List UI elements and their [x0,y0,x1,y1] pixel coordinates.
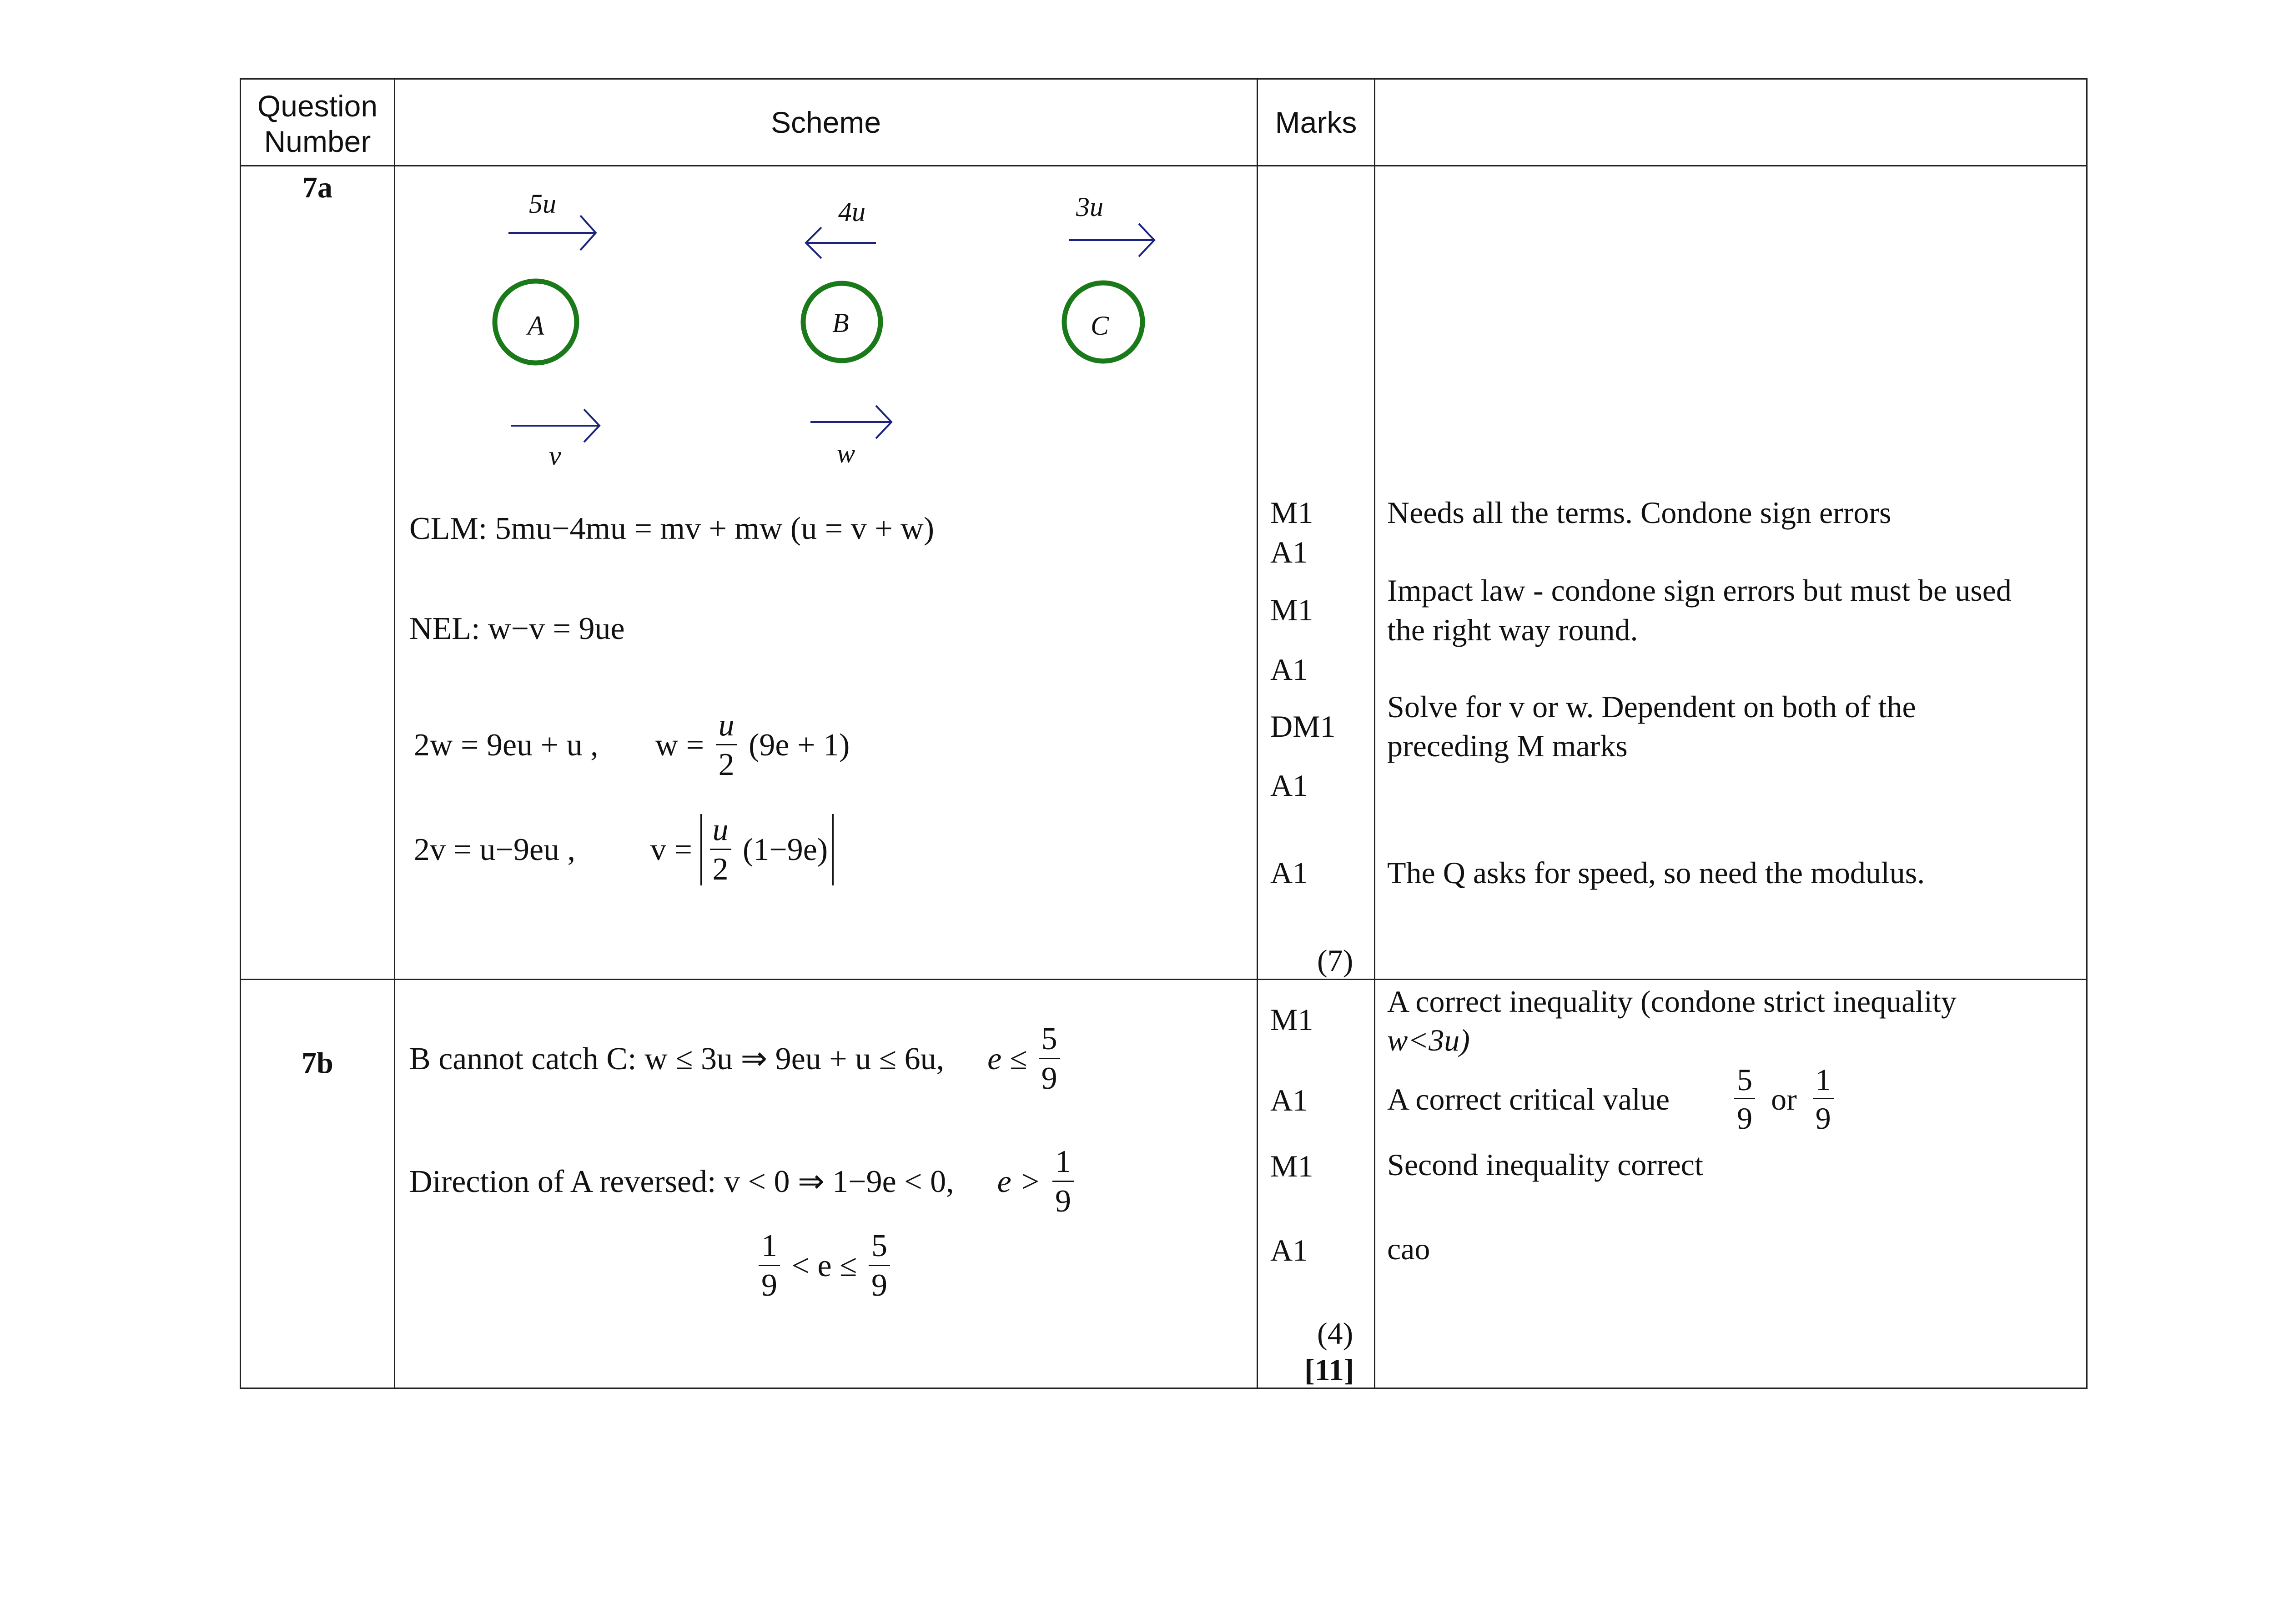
subtotal-7b: (4) [1317,1316,1353,1351]
header-question-line1: Question [257,89,378,123]
label-3u: 3u [1076,192,1103,222]
w-equation-fraction [716,709,737,781]
v-frac-num: u [712,812,729,847]
mark-7a-1: M1 [1270,495,1313,530]
final-inequality-mid: < e ≤ [791,1248,857,1283]
mark-7b-1: M1 [1270,1002,1313,1037]
col-divider-scheme [1257,78,1258,1389]
note-or: or [1771,1081,1797,1116]
arrow-b-after [810,406,891,438]
note-7b-1b: w<3u) [1387,1023,1470,1057]
mark-7b-2: A1 [1270,1083,1308,1117]
note-7a-3b: preceding M marks [1387,729,1628,763]
note-den-1: 9 [1734,1098,1755,1134]
mark-7a-3: M1 [1270,593,1313,627]
mark-7b-3: M1 [1270,1149,1313,1183]
mark-7a-5: DM1 [1270,709,1336,744]
note-fraction-2 [1813,1064,1834,1134]
arrow-a-before [508,216,596,250]
final-fraction-1 [759,1230,780,1302]
w-equation-lhs: w = [655,727,704,763]
note-7b-2 [1387,1064,1837,1134]
v-equation-fraction [710,814,731,885]
v-equation [414,814,834,885]
note-fraction-1 [1734,1064,1755,1134]
v-equation-left: 2v = u−9eu , [414,832,576,867]
note-num-2: 1 [1815,1062,1831,1097]
clm-equation: CLM: 5mu−4mu = mv + mw (u = v + w) [409,511,935,546]
mark-7a-7: A1 [1270,855,1308,890]
question-number-7a: 7a [302,171,332,204]
mark-7a-4: A1 [1270,652,1308,687]
mark-7a-2: A1 [1270,535,1308,569]
mark-7b-4: A1 [1270,1233,1308,1267]
col-divider-marks [1374,78,1375,1389]
final-den-2: 9 [869,1265,890,1302]
label-ball-a: A [528,311,544,341]
note-7a-4: The Q asks for speed, so need the modulus. [1387,855,1925,890]
final-num-2: 5 [871,1228,887,1263]
ineq2-num: 1 [1055,1144,1071,1179]
final-fraction-2 [869,1230,890,1302]
question-number-7b: 7b [302,1046,333,1080]
arrow-c-before [1069,224,1154,256]
label-w: w [837,438,855,468]
ineq2-den: 9 [1052,1181,1074,1217]
table-top-border [240,78,2088,80]
note-7a-3: Solve for v or w. Dependent on both of the [1387,689,1916,724]
header-question-number [241,88,394,159]
note-7a-2b: the right way round. [1387,613,1638,647]
inequality-2-fraction [1052,1146,1074,1217]
label-4u: 4u [838,197,865,227]
mark-7a-6: A1 [1270,768,1308,803]
v-equation-rest: (1−9e) [743,832,828,867]
header-scheme: Scheme [770,106,881,139]
row-divider [240,979,2088,980]
note-7b-2-text: A correct critical value [1387,1081,1670,1116]
w-equation [414,709,850,781]
label-v: v [549,441,561,471]
inequality-line-1 [409,1023,1064,1095]
label-ball-b: B [832,308,849,338]
label-5u: 5u [529,189,556,219]
nel-equation: NEL: w−v = 9ue [409,611,625,646]
ineq1-num: 5 [1041,1021,1057,1056]
inequality-1-text: B cannot catch C: w ≤ 3u ⇒ 9eu + u ≤ 6u, [409,1041,945,1076]
table-left-border [240,78,241,1389]
note-7a-2: Impact law - condone sign errors but must be used [1387,573,2012,608]
label-ball-c: C [1091,311,1109,341]
note-num-1: 5 [1737,1062,1753,1097]
arrow-b-before [806,227,876,258]
w-equation-left: 2w = 9eu + u , [414,727,599,763]
inequality-1-e: e ≤ [987,1041,1027,1076]
note-7a-1: Needs all the terms. Condone sign errors [1387,495,1892,530]
subtotal-7a: (7) [1317,943,1353,978]
note-7b-1: A correct inequality (condone strict inequality [1387,984,1957,1019]
note-den-2: 9 [1813,1098,1834,1134]
ineq1-den: 9 [1039,1058,1060,1095]
v-modulus [700,814,834,885]
inequality-2-e: e > [997,1164,1041,1199]
v-equation-lhs: v = [650,832,693,867]
final-inequality [755,1230,894,1302]
note-7b-3: Second inequality correct [1387,1147,1703,1182]
header-question-line2: Number [264,125,371,158]
v-frac-den: 2 [710,849,731,885]
final-den-1: 9 [759,1265,780,1302]
final-num-1: 1 [761,1228,777,1263]
header-bottom-border [240,165,2088,166]
arrow-a-after [511,409,599,442]
inequality-2-text: Direction of A reversed: v < 0 ⇒ 1−9e < 0, [409,1164,954,1199]
note-7b-4: cao [1387,1232,1430,1266]
col-divider-question [394,78,395,1389]
table-right-border [2086,78,2088,1389]
total-q7: [11] [1304,1352,1354,1387]
w-equation-rest: (9e + 1) [749,727,850,763]
w-frac-num: u [718,708,735,743]
header-marks: Marks [1275,106,1357,139]
w-frac-den: 2 [716,744,737,781]
table-bottom-border [240,1388,2088,1389]
inequality-1-fraction [1039,1023,1060,1095]
inequality-line-2 [409,1146,1077,1217]
